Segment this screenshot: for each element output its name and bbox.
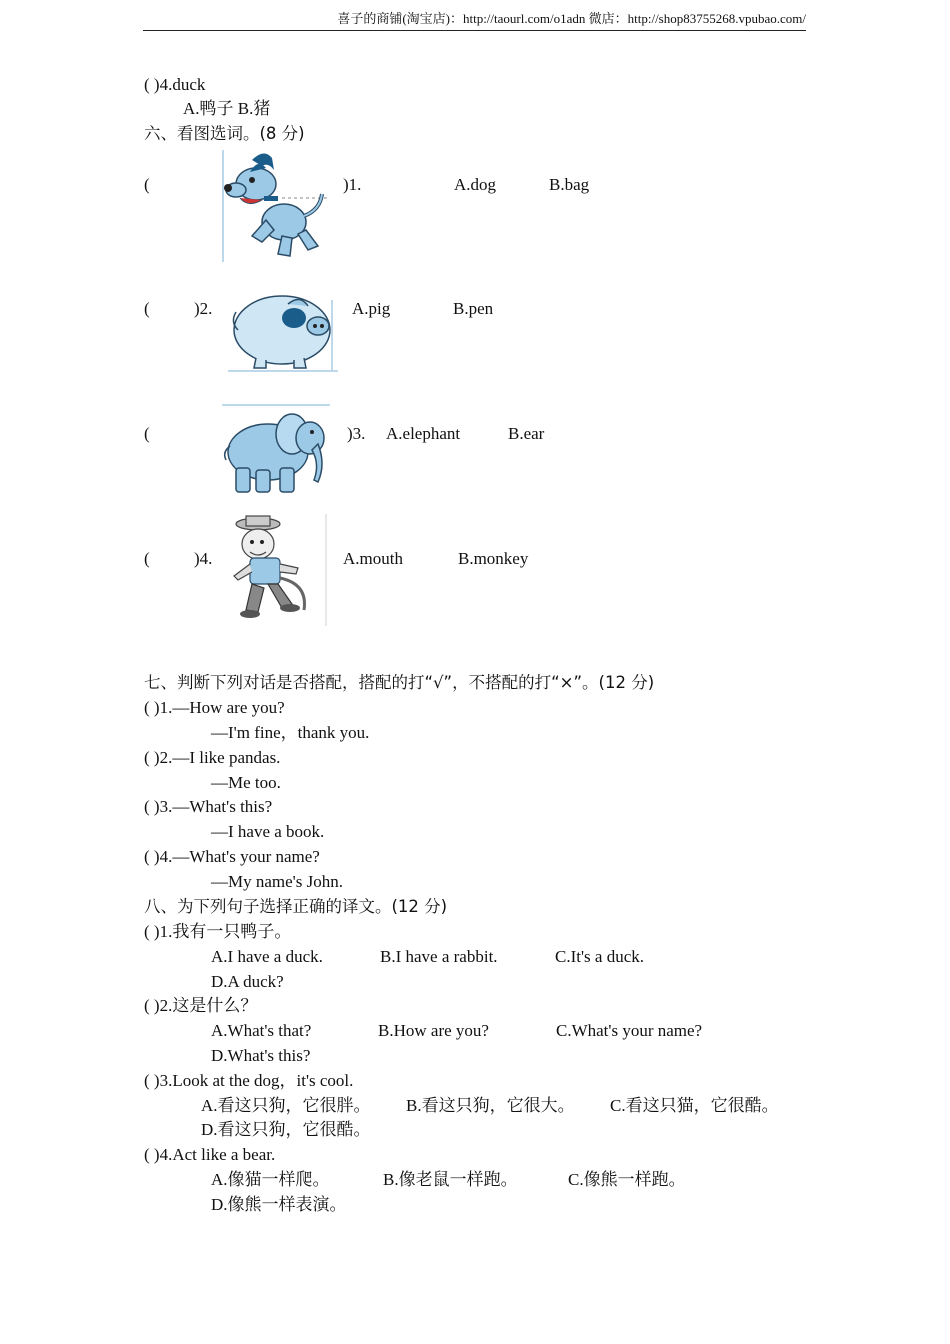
s8-q4-option-a: A.像猫一样爬。 — [211, 1170, 330, 1189]
section6-title: 六、看图选词。(8 分) — [144, 124, 305, 143]
s6-q4-number: )4. — [194, 549, 213, 568]
s8-q3-option-a: A.看这只狗，它很胖。 — [201, 1096, 371, 1115]
s8-q4: ( )4.Act like a bear. — [144, 1145, 276, 1164]
s7-a3: —I have a book. — [211, 822, 325, 841]
s8-q1: ( )1.我有一只鸭子。 — [144, 922, 292, 941]
monkey-picture — [228, 514, 328, 626]
s6-q1-option-a: A.dog — [454, 175, 497, 194]
s6-q1-number: )1. — [343, 175, 362, 194]
shop-info: 喜子的商铺(淘宝店)：http://taourl.com/o1adn 微店：http://shop83755268.vpubao.com/ — [337, 11, 806, 26]
s8-q2-option-b: B.How are you? — [378, 1021, 489, 1040]
s7-a4: —My name's John. — [211, 872, 343, 891]
s6-q3-option-b: B.ear — [508, 424, 545, 443]
pig-picture — [228, 290, 338, 372]
s8-q1-option-a: A.I have a duck. — [211, 947, 323, 966]
s7-q2: ( )2.—I like pandas. — [144, 748, 281, 767]
page-header — [143, 10, 806, 31]
s8-q1-option-b: B.I have a rabbit. — [380, 947, 498, 966]
section7-title: 七、判断下列对话是否搭配，搭配的打“√”，不搭配的打“×”。(12 分) — [144, 673, 655, 692]
s8-q4-option-c: C.像熊一样跑。 — [568, 1170, 686, 1189]
s7-a2: —Me too. — [211, 773, 281, 792]
s6-q4-option-b: B.monkey — [458, 549, 529, 568]
dog-picture — [222, 150, 330, 262]
s7-a1: —I'm fine，thank you. — [211, 723, 370, 742]
section8-title: 八、为下列句子选择正确的译文。(12 分) — [144, 897, 448, 916]
s6-q4-option-a: A.mouth — [343, 549, 403, 568]
s7-q4: ( )4.—What's your name? — [144, 847, 320, 866]
s6-q2-number: )2. — [194, 299, 213, 318]
s8-q3: ( )3.Look at the dog，it's cool. — [144, 1071, 354, 1090]
elephant-picture — [222, 404, 330, 496]
s6-q3-paren: ( — [144, 424, 150, 443]
s6-q4-paren: ( — [144, 549, 150, 568]
s8-q4-option-b: B.像老鼠一样跑。 — [383, 1170, 518, 1189]
s8-q1-option-d: D.A duck? — [211, 972, 284, 991]
prev-q4-options: A.鸭子 B.猪 — [183, 99, 271, 118]
s7-q3: ( )3.—What's this? — [144, 797, 273, 816]
s8-q1-option-c: C.It's a duck. — [555, 947, 644, 966]
s6-q2-paren: ( — [144, 299, 150, 318]
s7-q1: ( )1.—How are you? — [144, 698, 285, 717]
s8-q2: ( )2.这是什么？ — [144, 996, 258, 1015]
s8-q3-option-b: B.看这只狗，它很大。 — [406, 1096, 575, 1115]
s6-q2-option-b: B.pen — [453, 299, 494, 318]
s6-q1-option-b: B.bag — [549, 175, 590, 194]
s8-q3-option-c: C.看这只猫，它很酷。 — [610, 1096, 779, 1115]
s8-q2-option-a: A.What's that? — [211, 1021, 312, 1040]
s6-q1-paren: ( — [144, 175, 150, 194]
s6-q3-option-a: A.elephant — [386, 424, 461, 443]
s8-q3-option-d: D.看这只狗，它很酷。 — [201, 1120, 371, 1139]
s6-q3-number: )3. — [347, 424, 366, 443]
s8-q2-option-d: D.What's this? — [211, 1046, 311, 1065]
prev-q4: ( )4.duck — [144, 75, 206, 94]
s8-q2-option-c: C.What's your name? — [556, 1021, 703, 1040]
s8-q4-option-d: D.像熊一样表演。 — [211, 1195, 347, 1214]
s6-q2-option-a: A.pig — [352, 299, 391, 318]
